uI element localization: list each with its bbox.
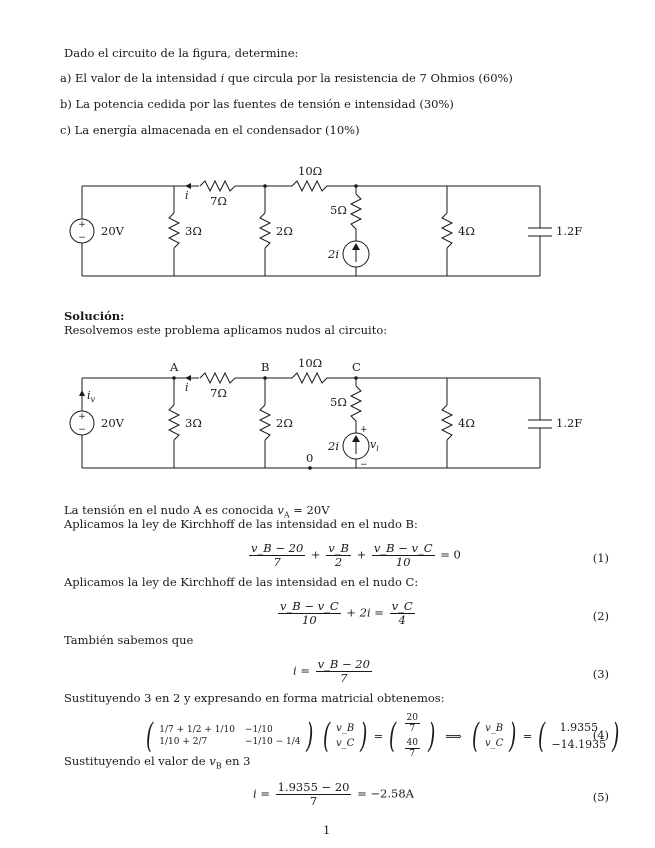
- node-a: A: [170, 360, 179, 374]
- problem-item-c: c) La energía almacenada en el condensador (10%): [60, 123, 360, 137]
- solution-heading: Solución:: [64, 309, 125, 323]
- equation-2-tag: (2): [592, 609, 609, 623]
- equation-5: i = $\frac{1.9355 - 20}{7}$ = −2.58A: [253, 780, 414, 808]
- node-c: C: [352, 360, 361, 374]
- label-2ohm: 2Ω: [276, 224, 293, 238]
- equation-5-tag: (5): [592, 790, 609, 804]
- equation-4: ( 1/7 + 1/2 + 1/10 −1/10 1/10 + 2/7 −1/10 − 1/4 ) ( v_B v_C ) = ( $\frac{20}{7}$ $\frac{40}{7}$ ) ⟹ ( v_B v_C ) = ( 1.9355 −14.1935 ): [145, 713, 620, 759]
- text-kirchhoff-c: Aplicamos la ley de Kirchhoff de las intensidad en el nudo C:: [64, 575, 419, 589]
- label-20v: 20V: [101, 224, 124, 238]
- problem-item-b: b) La potencia cedida por las fuentes de tensión e intensidad (30%): [60, 97, 454, 111]
- text-tambien: También sabemos que: [64, 633, 194, 647]
- label2-3ohm: 3Ω: [185, 416, 202, 430]
- label2-2i: 2i: [328, 439, 339, 453]
- equation-1: $\frac{v\_B - 20}{7}$ + $\frac{v\_B}{2}$ + $\frac{v\_B - v\_C}{10}$ = 0: [251, 541, 461, 569]
- label-2i: 2i: [328, 247, 339, 261]
- text-kirchhoff-b: Aplicamos la ley de Kirchhoff de las intensidad en el nudo B:: [64, 517, 418, 531]
- label2-5ohm: 5Ω: [330, 395, 347, 409]
- label2-10ohm: 10Ω: [298, 356, 323, 370]
- label-cap: 1.2F: [556, 224, 583, 238]
- circuit-diagram-2: [0, 340, 655, 480]
- node-b: B: [261, 360, 270, 374]
- equation-3-tag: (3): [592, 667, 609, 681]
- isrc-plus: +: [360, 425, 368, 435]
- equation-4-tag: (4): [592, 728, 609, 742]
- problem-item-a: a) El valor de la intensidad i que circula por la resistencia de 7 Ohmios (60%): [60, 71, 513, 85]
- label2-4ohm: 4Ω: [458, 416, 475, 430]
- text-node-a: La tensión en el nudo A es conocida $v_A = 20V$: [64, 503, 330, 520]
- circuit-diagram-1: [0, 0, 655, 300]
- node-0: 0: [306, 451, 314, 465]
- label-i: i: [185, 189, 189, 202]
- isrc-minus: −: [360, 460, 368, 470]
- label-3ohm: 3Ω: [185, 224, 202, 238]
- label2-i: i: [185, 381, 189, 394]
- vsrc-minus: −: [78, 233, 86, 243]
- label2-cap: 1.2F: [556, 416, 583, 430]
- label2-20v: 20V: [101, 416, 124, 430]
- page-number: 1: [323, 823, 331, 837]
- label2-7ohm: 7Ω: [210, 386, 227, 400]
- vsrc2-plus: +: [78, 412, 86, 422]
- label-vi: $v_i$: [370, 438, 379, 453]
- vsrc2-minus: −: [78, 425, 86, 435]
- label2-2ohm: 2Ω: [276, 416, 293, 430]
- label-5ohm: 5Ω: [330, 203, 347, 217]
- equation-3: i = $\frac{v\_B - 20}{7}$: [293, 657, 370, 685]
- label-4ohm: 4Ω: [458, 224, 475, 238]
- solution-intro: Resolvemos este problema aplicamos nudos al circuito:: [64, 323, 388, 337]
- problem-intro: Dado el circuito de la figura, determine:: [64, 46, 299, 60]
- label-10ohm: 10Ω: [298, 164, 323, 178]
- equation-2: $\frac{v\_B - v\_C}{10}$ + 2i = $\frac{v\_C}{4}$: [280, 599, 413, 627]
- label-7ohm: 7Ω: [210, 194, 227, 208]
- text-sustituyendo-vb: Sustituyendo el valor de $v_B$ en 3: [64, 754, 251, 771]
- equation-1-tag: (1): [592, 551, 609, 565]
- vsrc-plus: +: [78, 220, 86, 230]
- text-sustituyendo: Sustituyendo 3 en 2 y expresando en forma matricial obtenemos:: [64, 691, 445, 705]
- label-iv: $i_v$: [87, 389, 96, 404]
